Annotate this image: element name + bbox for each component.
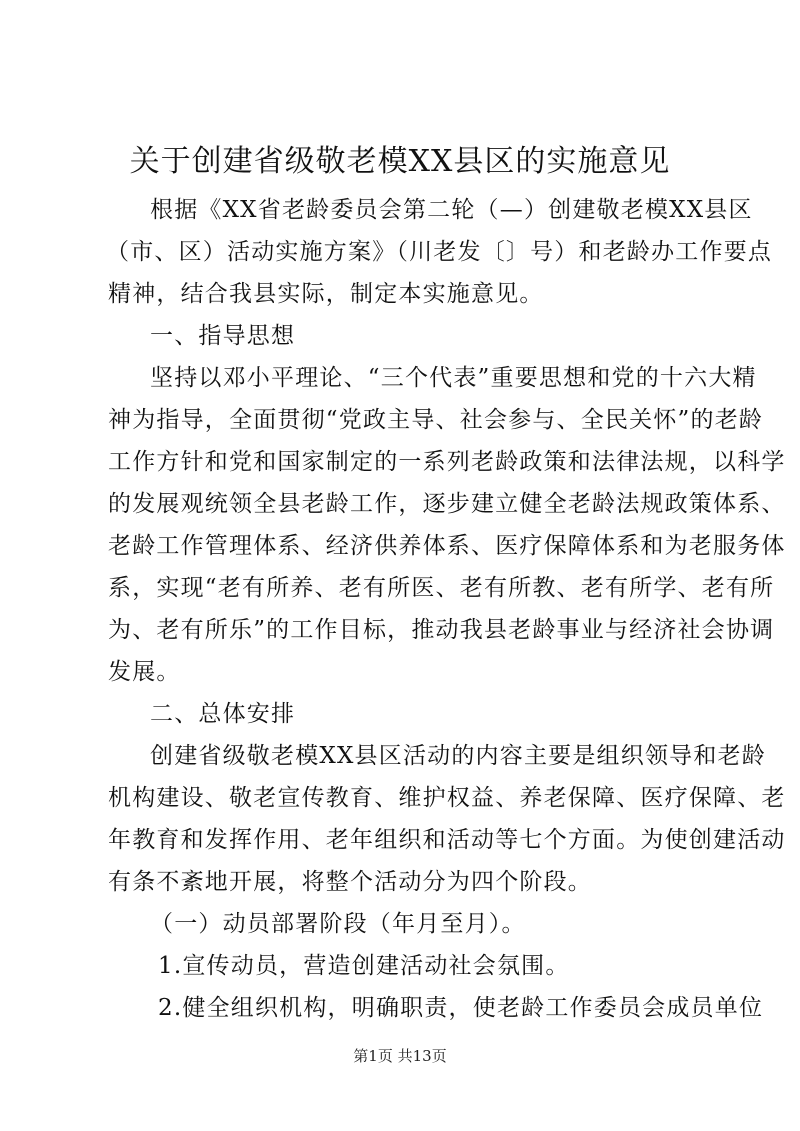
section-heading: 一、指导思想 [150, 323, 296, 349]
paragraph-line: 根据《XX省老龄委员会第二轮（—）创建敬老模XX县区 [150, 197, 753, 223]
paragraph-line: 创建省级敬老模XX县区活动的内容主要是组织领导和老龄 [150, 743, 766, 769]
paragraph-line: 工作方针和党和国家制定的一系列老龄政策和法律法规，以科学 [108, 449, 786, 475]
paragraph-line: 有条不紊地开展，将整个活动分为四个阶段。 [108, 869, 592, 895]
paragraph-line: 机构建设、敬老宣传教育、维护权益、养老保障、医疗保障、老 [108, 785, 786, 811]
list-item: 2.健全组织机构，明确职责，使老龄工作委员会成员单位 [158, 995, 764, 1021]
paragraph-line: 精神，结合我县实际，制定本实施意见。 [108, 281, 544, 307]
paragraph-line: 神为指导，全面贯彻“党政主导、社会参与、全民关怀”的老龄 [108, 407, 764, 433]
paragraph-line: 老龄工作管理体系、经济供养体系、医疗保障体系和为老服务体 [108, 533, 786, 559]
paragraph-line: 系，实现“老有所养、老有所医、老有所教、老有所学、老有所 [108, 575, 775, 601]
page-number-footer: 第1页 共13页 [353, 1047, 447, 1065]
paragraph-line: （市、区）活动实施方案》（川老发〔〕号）和老龄办工作要点 [106, 239, 773, 265]
paragraph-line: 年教育和发挥作用、老年组织和活动等七个方面。为使创建活动 [108, 827, 786, 853]
paragraph-line: 为、老有所乐”的工作目标，推动我县老龄事业与经济社会协调 [108, 617, 775, 643]
paragraph-line: 发展。 [108, 659, 181, 685]
subsection-heading: （一）动员部署阶段（年月至月）。 [150, 911, 526, 937]
paragraph-line: 坚持以邓小平理论、“三个代表”重要思想和党的十六大精 [150, 365, 757, 391]
document-title: 关于创建省级敬老模XX县区的实施意见 [129, 144, 671, 179]
section-heading: 二、总体安排 [150, 701, 296, 727]
paragraph-line: 的发展观统领全县老龄工作，逐步建立健全老龄法规政策体系、 [108, 491, 786, 517]
list-item: 1.宣传动员，营造创建活动社会氛围。 [158, 953, 570, 979]
